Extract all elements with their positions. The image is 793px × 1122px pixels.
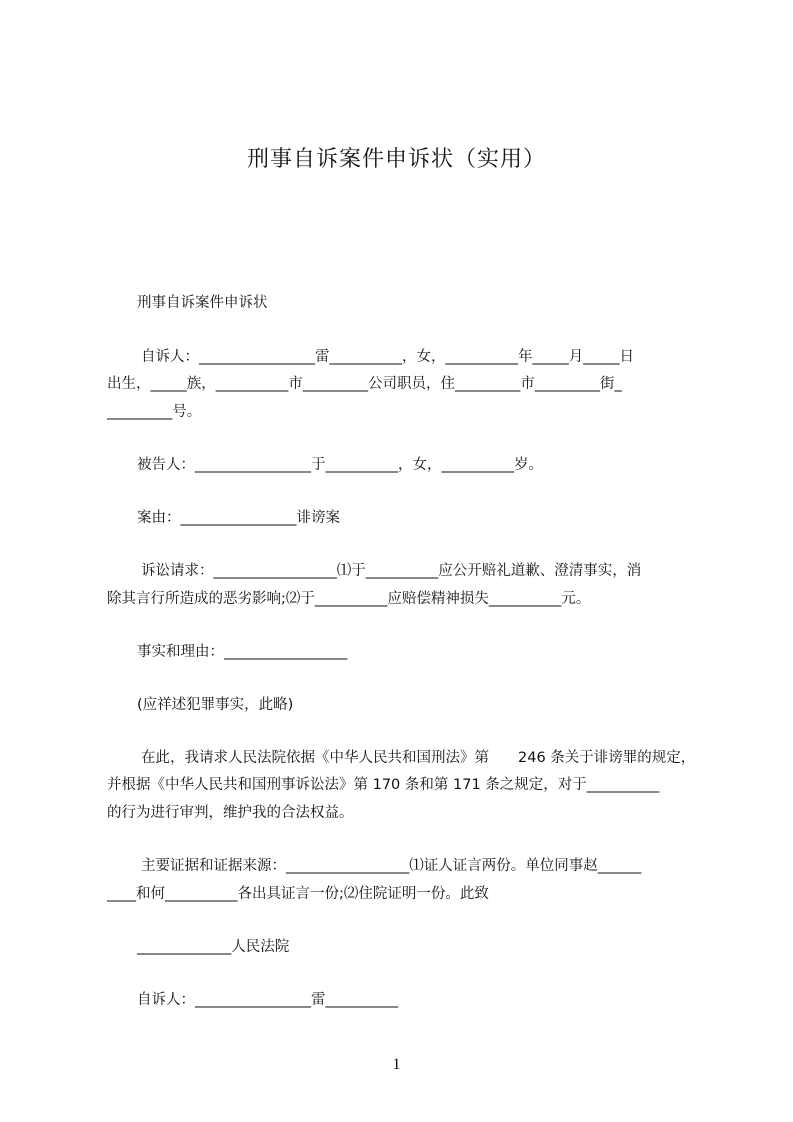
facts-line: 事实和理由：_________________ [137,644,348,660]
claims-line-2: 除其言行所造成的恶劣影响;⑵于__________应赔偿精神损失__________元。 [107,591,591,607]
subheading: 刑事自诉案件申诉状 [137,295,268,311]
signature-line: 自诉人：________________雷__________ [137,992,398,1008]
plaintiff-line-1: 自诉人：________________雷__________，女，__________年_____月_____日 [141,349,634,365]
evidence-line-2: ____和何__________各出具证言一份;⑵住院证明一份。此致 [107,886,489,902]
plaintiff-line-2: 出生，_____族，__________市_________公司职员，住_________市_________街_ [107,376,622,392]
request-line-2: 并根据《中华人民共和国刑事诉讼法》第 170 条和第 171 条之规定，对于__________ [107,777,660,793]
facts-note: (应祥述犯罪事实，此略) [137,697,294,713]
cause-line: 案由：________________诽谤案 [137,510,340,526]
plaintiff-line-3: _________号。 [107,404,202,420]
request-line-1: 在此，我请求人民法院依据《中华人民共和国刑法》第 246 条关于诽谤罪的规定， [141,750,696,766]
page-number: 1 [392,1056,401,1073]
court-line: _____________人民法院 [137,939,290,955]
claims-line-1: 诉讼请求：_________________⑴于__________应公开赔礼道歉、澄清事实，消 [141,563,642,579]
defendant-line: 被告人：________________于__________，女，__________岁。 [137,457,543,473]
request-line-3: 的行为进行审判，维护我的合法权益。 [107,805,354,821]
evidence-line-1: 主要证据和证据来源：_________________⑴证人证言两份。单位同事赵______ [141,858,642,874]
document-title: 刑事自诉案件申诉状（实用） [246,147,546,172]
